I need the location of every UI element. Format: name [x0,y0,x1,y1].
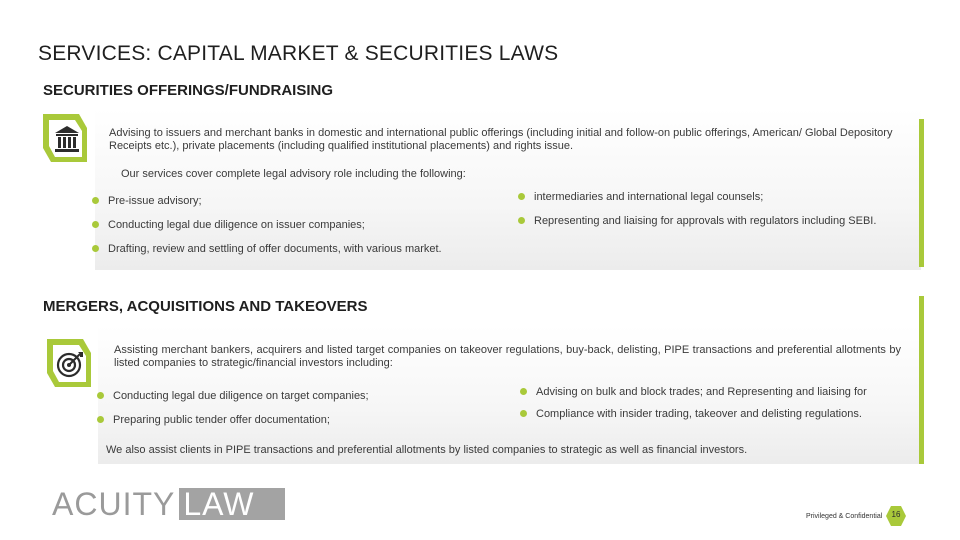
list-item [92,195,202,207]
mergers-closing: We also assist clients in PIPE transactions and preferential allotments by listed companies to strategic as well as financial investors. [106,444,748,456]
bullet-dot [520,410,527,417]
mergers-intro: Assisting merchant bankers, acquirers and listed target companies on takeover regulations, buy-back, delisting, PIPE transactions and preferential allotments by listed companies to strategic/financial investors including: [114,344,901,369]
bullet-text: Compliance with insider trading, takeover and delisting regulations. [536,408,862,420]
bullet-dot [520,388,527,395]
list-item [97,414,330,426]
logo-word-acuity: ACUITY [52,486,176,522]
acuity-law-logo [52,488,285,520]
page-number: 16 [891,510,901,519]
bullet-dot [92,197,99,204]
bullet-dot [97,392,104,399]
offerings-intro: Advising to issuers and merchant banks in domestic and international public offerings (including initial and follow-on public offerings, American/ Global Depository Receipts etc.), private placements (including qualified institutional placements) and rights issue. [109,127,893,152]
list-item [518,215,876,227]
bullet-text: intermediaries and international legal counsels; [534,191,764,203]
confidential-label: Privileged & Confidential [806,513,883,520]
list-item [520,408,862,420]
page-number-badge [885,505,907,527]
offerings-accent-bar [919,119,924,267]
target-icon [45,335,93,391]
bullet-dot [92,245,99,252]
mergers-heading: MERGERS, ACQUISITIONS AND TAKEOVERS [43,298,368,315]
list-item [92,243,442,255]
list-item [92,219,365,231]
bullet-text: Representing and liaising for approvals with regulators including SEBI. [534,215,877,227]
list-item [518,191,763,203]
slide-title: SERVICES: CAPITAL MARKET & SECURITIES LAWS [38,42,559,65]
bank-building-icon [41,110,89,166]
list-item [520,386,867,398]
bullet-text: Advising on bulk and block trades; and Representing and liaising for [536,386,867,398]
logo-word-law: LAW [179,488,284,520]
bullet-text: Pre-issue advisory; [108,195,202,207]
offerings-lead: Our services cover complete legal advisory role including the following: [121,168,466,180]
bullet-dot [97,416,104,423]
bullet-text: Conducting legal due diligence on issuer companies; [108,219,365,231]
list-item [97,390,369,402]
bullet-text: Conducting legal due diligence on target companies; [113,390,369,402]
bullet-dot [518,217,525,224]
bullet-text: Drafting, review and settling of offer documents, with various market. [108,243,442,255]
mergers-accent-bar [919,296,924,464]
offerings-heading: SECURITIES OFFERINGS/FUNDRAISING [43,82,334,99]
bullet-dot [518,193,525,200]
bullet-dot [92,221,99,228]
bullet-text: Preparing public tender offer documentation; [113,414,330,426]
